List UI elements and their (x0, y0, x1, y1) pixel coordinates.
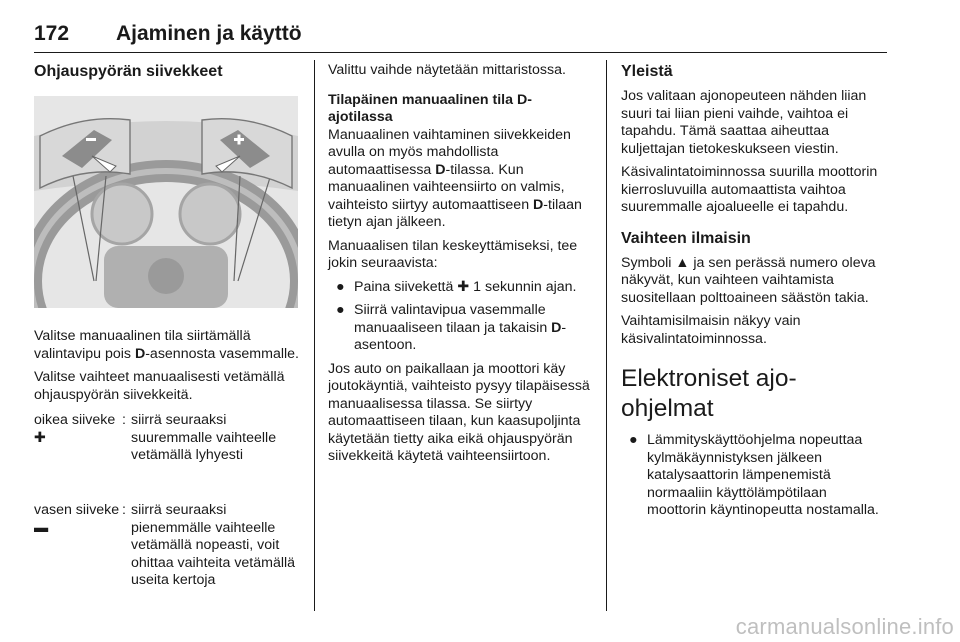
minus-icon: ▬ (34, 519, 49, 536)
page-number: 172 (34, 22, 70, 45)
paragraph-temporary-manual: Manuaalinen vaihtaminen siivekkeiden avulla on myös mahdollista automaattisessa D-tilassa. Kun manuaalinen vaihteensiirto on valmis, vaihteisto siirtyy automaattiseen D-tilaan tietyn ajan jälkeen. (328, 126, 582, 230)
paragraph-idle: Jos auto on paikallaan ja moottori käy joutokäyntiä, vaihteisto pysyy tilapäisessä manuaalisessa tilassa. Se siirtyy automaattiseen tilaan, kun kaasupoljinta käytetään tietty aika eikä ohjauspyörän siivekkeitä käytetä vaihteensiirtoon. (328, 360, 590, 464)
bullet-icon: ● (336, 302, 345, 318)
column-3 (621, 62, 887, 526)
plus-icon: ✚ (457, 278, 470, 295)
chapter-title: Ajaminen ja käyttö (116, 22, 302, 45)
list-item: ● Lämmityskäyttöohjelma nopeuttaa kylmäkäynnistyksen jälkeen katalysaattorin lämpenemistä normaaliin käyttölämpötilaan moottorin käyntinopeutta nostamalla. (629, 432, 879, 518)
steering-wheel-figure (34, 96, 298, 308)
paragraph-indicator-manual: Vaihtamisilmaisin näkyy vain käsivalintatoiminnossa. (621, 313, 801, 347)
column-2 (328, 62, 592, 472)
subheading-temporary-manual: Tilapäinen manuaalinen tila D-ajotilassa (328, 91, 532, 125)
term-right-paddle: oikea siiveke ✚ (34, 412, 116, 446)
section-heading-paddles: Ohjauspyörän siivekkeet (34, 63, 223, 80)
paragraph-general-1: Jos valitaan ajonopeuteen nähden liian suuri tai liian pieni vaihde, vaihtoa ei tapahdu. Tämä saattaa aiheuttaa kuljettajan tietokeskukseen viestin. (621, 88, 867, 157)
plus-icon: ✚ (34, 429, 46, 446)
column-divider-1 (314, 60, 315, 611)
term-left-paddle: vasen siiveke ▬ (34, 502, 120, 536)
definition-left-paddle: vasen siiveke ▬ : siirrä seuraaksi pienemmälle vaihteelle vetämällä nopeasti, voit ohittaa vaihteita vetämällä useita kertoja (34, 502, 302, 602)
bullet-icon: ● (336, 278, 345, 295)
paragraph-gear-display: Valittu vaihde näytetään mittaristossa. (328, 62, 566, 78)
triangle-up-icon: ▲ (675, 254, 690, 271)
steering-wheel-illustration (34, 96, 298, 308)
desc-left-paddle: siirrä seuraaksi pienemmälle vaihteelle vetämällä nopeasti, voit ohittaa vaihteita vetämällä useita kertoja (131, 502, 296, 588)
page-header (34, 18, 887, 53)
bullet-icon: ● (629, 432, 638, 448)
paragraph-manual-mode: Valitse manuaalinen tila siirtämällä valintavipu pois D-asennosta vasemmalle. (34, 328, 299, 362)
paragraph-gear-indicator: Symboli ▲ ja sen perässä numero oleva näkyvät, kun vaihteen vaihtamista suositellaan polttoaineen säästön takia. (621, 254, 876, 306)
column-divider-2 (606, 60, 607, 611)
section-heading-gear-indicator: Vaihteen ilmaisin (621, 229, 751, 247)
paragraph-select-gears: Valitse vaihteet manuaalisesti vetämällä ohjauspyörän siivekkeitä. (34, 369, 285, 403)
definition-right-paddle: oikea siiveke ✚ : siirrä seuraaksi suuremmalle vaihteelle vetämällä lyhyesti (34, 412, 302, 492)
list-item: ● Paina siivekettä ✚ 1 sekunnin ajan. (336, 278, 577, 295)
column-1 (34, 62, 302, 602)
section-heading-general: Yleistä (621, 63, 673, 80)
paragraph-general-2: Käsivalintatoiminnossa suurilla moottorin kierrosluvuilla automaattista vaihtoa suuremmalle ajoalueelle ei tapahdu. (621, 164, 878, 215)
section-heading-electronic-programs: Elektroniset ajo-ohjelmat (621, 365, 797, 422)
list-item: ● Siirrä valintavipua vasemmalle manuaaliseen tilaan ja takaisin D-asentoon. (336, 302, 567, 353)
watermark: carmanualsonline.info (735, 614, 954, 639)
paragraph-cancel-manual: Manuaalisen tilan keskeyttämiseksi, tee jokin seuraavista: (328, 237, 578, 271)
desc-right-paddle: siirrä seuraaksi suuremmalle vaihteelle vetämällä lyhyesti (131, 412, 277, 463)
